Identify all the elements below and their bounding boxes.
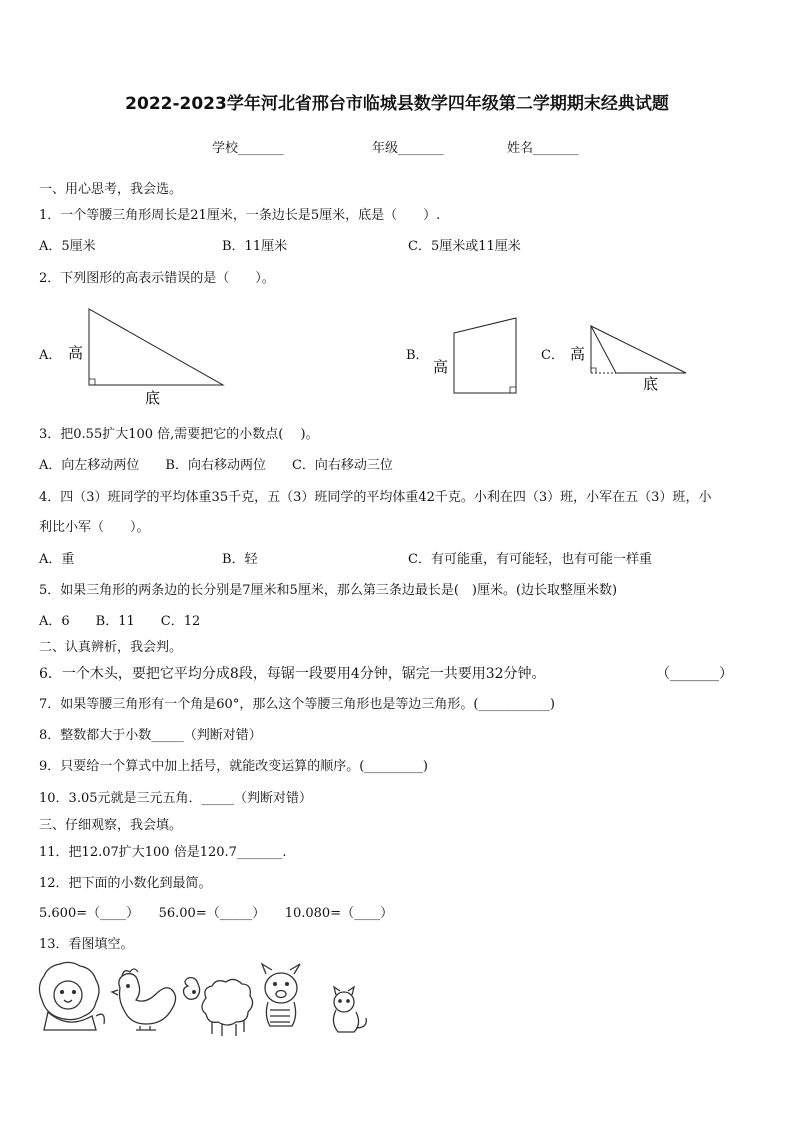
- piglet-icon: [262, 964, 300, 1026]
- name-field: 姓名_______: [507, 141, 579, 156]
- lion-icon: [39, 962, 104, 1030]
- q2c-height-label: 高: [570, 345, 586, 363]
- q2a-height-label: 高: [68, 344, 84, 362]
- q1-text: 1．一个等腰三角形周长是21厘米，一条边长是5厘米，底是（ ）.: [39, 208, 441, 223]
- q4-option-a: A．重: [39, 552, 75, 567]
- page-title: 2022-2023学年河北省邢台市临城县数学四年级第二学期期末经典试题: [125, 94, 669, 114]
- sheep-icon: [184, 978, 253, 1036]
- q1-option-b: B．11厘米: [222, 239, 288, 254]
- school-field: 学校_______: [212, 141, 284, 156]
- q12-items: 5.600=（____） 56.00=（_____） 10.080=（____）: [39, 906, 394, 921]
- q7-text: 7．如果等腰三角形有一个角是60°，那么这个等腰三角形也是等边三角形。(___________): [39, 697, 555, 712]
- q1-option-a: A．5厘米: [39, 239, 96, 254]
- section-3-heading: 三、仔细观察，我会填。: [39, 818, 183, 833]
- q2-option-a: A．: [39, 348, 62, 363]
- q6-text: 6．一个木头，要把它平均分成8段，每锯一段要用4分钟，锯完一共要用32分钟。: [39, 666, 546, 682]
- q10-text: 10．3.05元就是三元五角．_____（判断对错）: [39, 791, 312, 806]
- q2-option-c: C．: [541, 348, 564, 363]
- q6-blank: （_______）: [656, 666, 733, 682]
- q2b-height-label: 高: [433, 358, 449, 376]
- rooster-icon: [112, 969, 176, 1030]
- q12-text: 12．把下面的小数化到最简。: [39, 876, 212, 891]
- q4-line2: 利比小军（ ）。: [39, 520, 150, 535]
- section-1-heading: 一、用心思考，我会选。: [39, 182, 183, 197]
- q2-option-b: B．: [406, 348, 429, 363]
- q5-options: A．6 B．11 C．12: [39, 614, 201, 629]
- q4-line1: 4．四（3）班同学的平均体重35千克，五（3）班同学的平均体重42千克。小利在四（3）班，小军在五（3）班，小: [39, 490, 712, 505]
- q3-text: 3．把0.55扩大100 倍,需要把它的小数点( )。: [39, 427, 319, 442]
- q4-option-c: C．有可能重，有可能轻，也有可能一样重: [408, 552, 652, 567]
- q3-options: A．向左移动两位 B．向右移动两位 C．向右移动三位: [39, 458, 393, 473]
- q2a-base-label: 底: [145, 389, 161, 407]
- q4-option-b: B．轻: [222, 552, 258, 567]
- q9-text: 9．只要给一个算式中加上括号，就能改变运算的顺序。(_________): [39, 759, 428, 774]
- q8-text: 8．整数都大于小数_____（判断对错）: [39, 728, 262, 743]
- q13-text: 13．看图填空。: [39, 937, 134, 952]
- q11-text: 11．把12.07扩大100 倍是120.7_______.: [39, 845, 287, 860]
- q2-text: 2．下列图形的高表示错误的是（ ）。: [39, 271, 275, 286]
- q1-option-c: C．5厘米或11厘米: [408, 239, 521, 254]
- section-2-heading: 二、认真辨析，我会判。: [39, 640, 183, 655]
- q5-text: 5．如果三角形的两条边的长分别是7厘米和5厘米，那么第三条边最长是( )厘米。(边长取整厘米数): [39, 583, 618, 598]
- grade-field: 年级_______: [372, 141, 444, 156]
- kitten-icon: [333, 987, 366, 1032]
- q2c-base-label: 底: [643, 375, 659, 393]
